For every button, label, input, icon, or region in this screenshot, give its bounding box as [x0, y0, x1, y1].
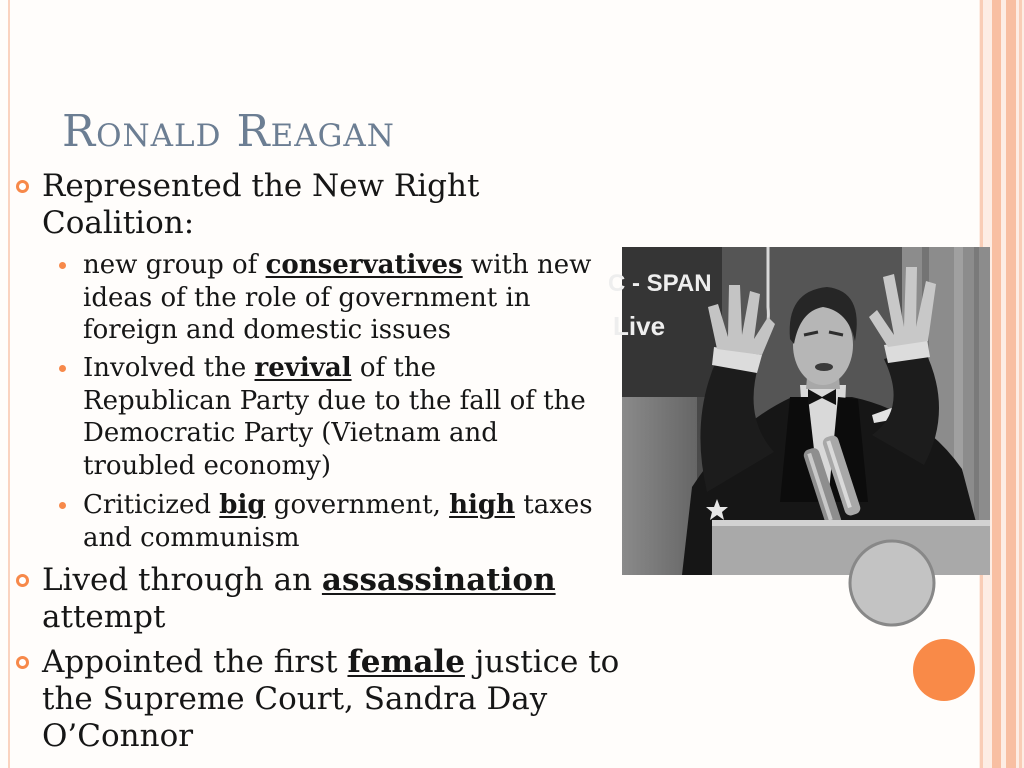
photo-podium	[712, 525, 990, 575]
text-run: Lived through an	[42, 562, 322, 598]
photo-cspan-logo-text: C - SPAN	[608, 270, 712, 297]
sub-bullet-text	[83, 489, 593, 554]
photo-live-text: Live	[613, 311, 666, 341]
bullet-text	[42, 562, 556, 636]
keyword-female: female	[347, 644, 465, 680]
right-border-stripe	[1019, 0, 1022, 768]
orange-circle-decoration	[913, 639, 975, 701]
keyword-high: high	[449, 490, 515, 520]
bullet-text	[42, 644, 619, 755]
keyword-revival: revival	[254, 353, 352, 383]
reagan-photo	[608, 247, 990, 575]
photo-mouth	[815, 363, 833, 371]
reagan-photo-drawing	[608, 247, 990, 575]
filled-dot-icon	[59, 502, 66, 509]
filled-dot-icon	[59, 262, 66, 269]
text-run: with new ideas of the role of government in foreign and domestic issues	[83, 250, 592, 345]
slide-title: Ronald Reagan	[62, 106, 395, 157]
bullet-text-run: Represented the New Right Coalition:	[42, 168, 480, 241]
text-run: Involved the	[83, 353, 255, 383]
text-run: justice to the Supreme Court, Sandra Day O’Connor	[42, 644, 620, 754]
text-run: attempt	[42, 599, 166, 635]
bullet-new-right-coalition	[0, 168, 479, 242]
sub-bullet-text	[83, 249, 591, 347]
text-run: Criticized	[83, 490, 220, 520]
right-border-stripe	[1006, 0, 1016, 768]
photo-podium-edge	[712, 520, 990, 526]
keyword-big: big	[219, 490, 266, 520]
bullet-text	[42, 168, 479, 242]
filled-dot-icon	[59, 365, 66, 372]
sub-bullet-conservatives	[0, 249, 591, 347]
right-border-stripe	[992, 0, 1001, 768]
keyword-assassination: assassination	[321, 562, 556, 598]
sub-bullet-text	[83, 352, 586, 482]
text-run: new group of	[83, 250, 266, 280]
text-run: government,	[265, 490, 450, 520]
circle-outline-icon	[16, 574, 29, 587]
circle-outline-icon	[16, 656, 29, 669]
text-run: Appointed the first	[42, 644, 348, 680]
bullet-assassination-attempt	[0, 562, 556, 636]
circle-outline-icon	[16, 180, 29, 193]
photo-podium-seal	[850, 541, 934, 625]
keyword-conservatives: conservatives	[265, 250, 463, 280]
bullet-female-justice	[0, 644, 619, 755]
text-run: of the Republican Party due to the fall of the Democratic Party (Vietnam and troubled economy)	[83, 353, 586, 481]
sub-bullet-revival	[0, 352, 586, 482]
sub-bullet-criticized	[0, 489, 593, 554]
text-run: taxes and communism	[83, 490, 593, 553]
